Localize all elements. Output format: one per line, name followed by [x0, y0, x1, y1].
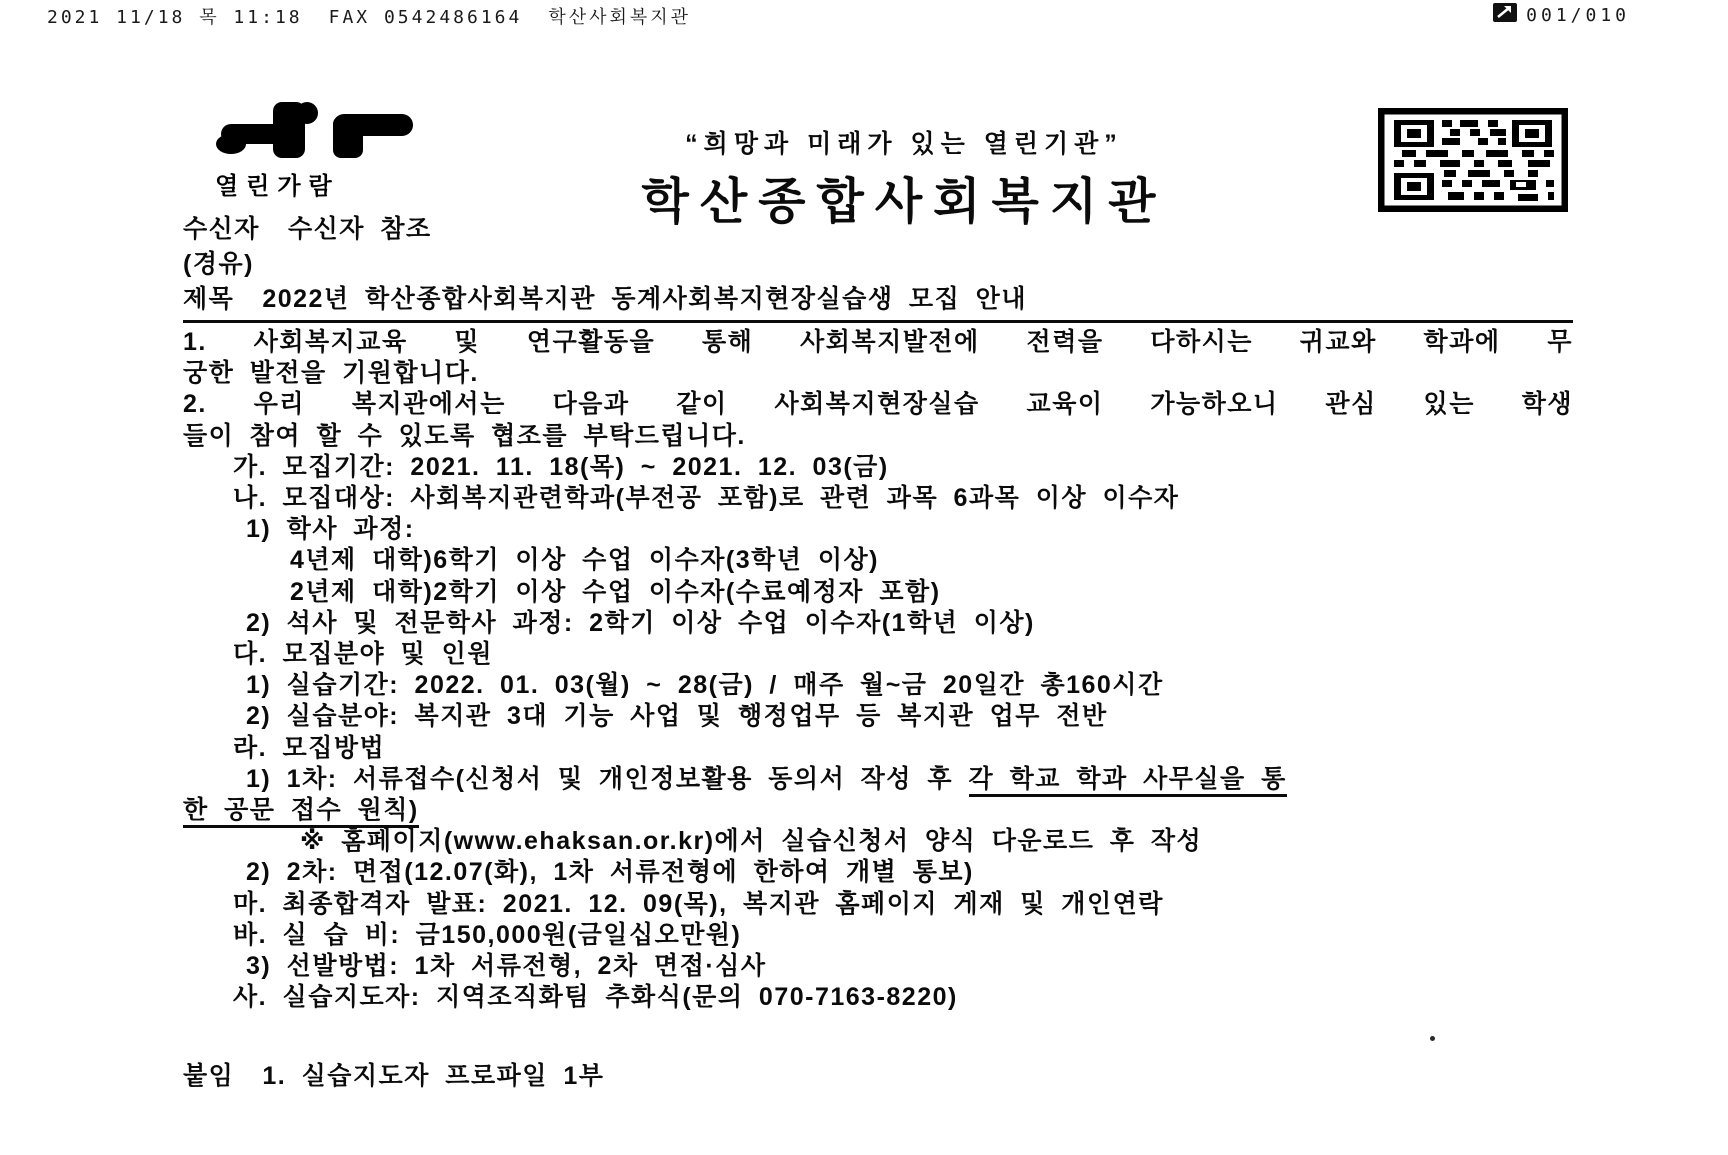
body-line-text: 4년제 대학)6학기 이상 수업 이수자(3학년 이상) — [290, 546, 879, 575]
body-line — [183, 608, 1573, 639]
body-line-text: 1) 학사 과정: — [246, 515, 415, 544]
body-line — [183, 764, 1573, 795]
body-line-text: 1. 사회복지교육 및 연구활동을 통해 사회복지발전에 전력을 다하시는 귀교와 학과에 무 — [183, 328, 1573, 356]
recipient-line — [183, 212, 1573, 247]
body-line-text: 2) 석사 및 전문학사 과정: 2학기 이상 수업 이수자(1학년 이상) — [246, 608, 1035, 637]
body-line-text: 궁한 발전을 기원합니다. — [183, 359, 479, 388]
body-line-text: 들이 참여 할 수 있도록 협조를 부탁드립니다. — [183, 421, 746, 450]
body-line-text: ※ 홈페이지(www.ehaksan.or.kr)에서 실습신청서 양식 다운로드 후 작성 — [300, 827, 1203, 856]
body-line — [183, 421, 1573, 452]
body-line-text: 2. 우리 복지관에서는 다음과 같이 사회복지현장실습 교육이 가능하오니 관심 있는 학생 — [183, 390, 1573, 419]
fax-sender-name: 학산사회복지관 — [548, 7, 692, 28]
subject-label: 제목 — [183, 285, 235, 313]
org-logo — [215, 100, 430, 201]
body-line-text: 바. 실 습 비: 금150,000원(금일십오만원) — [233, 920, 742, 949]
recipient-label: 수신자 — [183, 215, 260, 243]
fax-number: FAX 0542486164 — [328, 7, 523, 28]
body-line-text: 2) 실습분야: 복지관 3대 기능 사업 및 행정업무 등 복지관 업무 전반 — [246, 702, 1108, 731]
body-line — [183, 514, 1573, 545]
body-line — [183, 639, 1573, 670]
fax-page-icon — [1493, 3, 1517, 27]
body-line — [183, 920, 1573, 951]
body-line — [183, 389, 1573, 420]
body-line — [183, 327, 1573, 358]
body-line — [183, 951, 1573, 982]
body-line-text: 1) 1차: 서류접수(신청서 및 개인정보활용 동의서 작성 후 — [246, 764, 969, 793]
document-body — [183, 212, 1573, 1093]
body-line — [183, 483, 1573, 514]
body-line — [183, 889, 1573, 920]
body-line — [183, 545, 1573, 576]
attachment-text: 1. 실습지도자 프로파일 1부 — [262, 1062, 605, 1091]
org-slogan: “희망과 미래가 있는 열린기관” — [685, 130, 1123, 158]
body-line-text: 나. 모집대상: 사회복지관련학과(부전공 포함)로 관련 과목 6과목 이상 이수자 — [233, 484, 1180, 513]
org-logo-text: 열린가람 — [215, 173, 340, 200]
body-line — [183, 701, 1573, 732]
body-line — [183, 982, 1573, 1013]
body-line — [183, 577, 1573, 608]
body-line — [183, 795, 1573, 826]
body-line-text: 2년제 대학)2학기 이상 수업 이수자(수료예정자 포함) — [290, 577, 941, 606]
subject-text: 2022년 학산종합사회복지관 동계사회복지현장실습생 모집 안내 — [262, 285, 1027, 313]
body-line-text: 가. 모집기간: 2021. 11. 18(목) ~ 2021. 12. 03(금) — [233, 452, 889, 481]
scan-noise-speck — [1430, 1036, 1435, 1041]
fax-transmission-header — [47, 3, 1630, 29]
body-line — [183, 857, 1573, 888]
body-line-text: 사. 실습지도자: 지역조직화팀 추화식(문의 070-7163-8220) — [233, 983, 958, 1012]
qr-code — [1378, 108, 1568, 217]
body-line-text: 다. 모집분야 및 인원 — [233, 640, 493, 669]
body-line-text: 마. 최종합격자 발표: 2021. 12. 09(목), 복지관 홈페이지 게재 및 개인연락 — [233, 889, 1164, 918]
attachment-label: 붙임 — [183, 1062, 235, 1091]
fax-header-left — [47, 3, 691, 29]
body-line — [183, 826, 1573, 857]
body-lines — [183, 327, 1573, 1013]
body-line-underlined-text: 각 학교 학과 사무실을 통 — [969, 765, 1287, 797]
body-line — [183, 452, 1573, 483]
recipient-value: 수신자 참조 — [287, 215, 432, 243]
fax-timestamp: 2021 11/18 목 11:18 — [47, 7, 303, 28]
fax-header-right — [1493, 3, 1630, 27]
fax-page-indicator: 001/010 — [1526, 4, 1630, 26]
body-line-text: 3) 선발방법: 1차 서류전형, 2차 면접·심사 — [246, 952, 767, 981]
body-line-underlined-text: 한 공문 접수 원칙) — [183, 796, 419, 828]
body-line — [183, 358, 1573, 389]
org-name-title: 학산종합사회복지관 — [641, 175, 1167, 229]
via-line: (경유) — [183, 250, 254, 278]
body-line — [183, 733, 1573, 764]
body-line — [183, 670, 1573, 701]
org-logo-mark-icon — [215, 147, 420, 164]
attachment-line — [183, 1059, 1573, 1093]
body-line-text: 라. 모집방법 — [233, 733, 386, 762]
subject-line — [183, 282, 1573, 323]
body-line-text: 2) 2차: 면접(12.07(화), 1차 서류전형에 한하여 개별 통보) — [246, 858, 974, 887]
body-line-text: 1) 실습기간: 2022. 01. 03(월) ~ 28(금) / 매주 월~금 20일간 총160시간 — [246, 671, 1164, 700]
